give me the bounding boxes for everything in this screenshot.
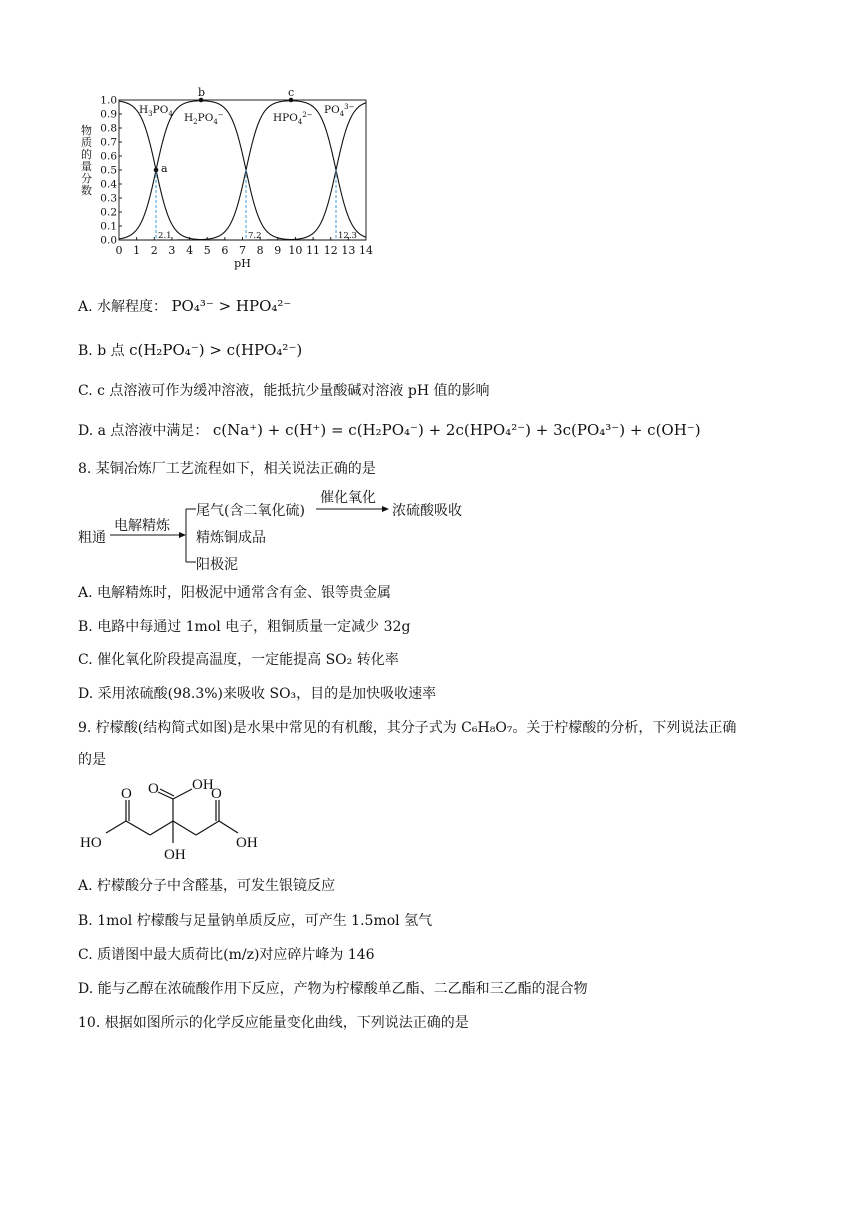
y-axis-label-char: 数	[81, 184, 92, 197]
distribution-chart	[76, 82, 376, 276]
flow-refined-copper: 精炼铜成品	[196, 530, 266, 546]
q8-option-c: C. 催化氧化阶段提高温度，一定能提高 SO₂ 转化率	[78, 652, 399, 668]
y-tick-label: 0.7	[100, 136, 117, 149]
label-h2po4-part: H	[184, 112, 194, 124]
x-tick-label: 13	[341, 244, 356, 257]
x-tick-label: 12	[323, 244, 338, 257]
q7-option-a	[78, 296, 291, 317]
label-po4-part: 4	[339, 110, 345, 118]
pka-label: 12.3	[338, 231, 357, 241]
x-tick-label: 14	[359, 244, 373, 257]
q7-option-b-expr: c(H₂PO₄⁻) > c(HPO₄²⁻)	[129, 341, 303, 359]
y-tick-label: 0.0	[100, 234, 117, 247]
x-tick-label: 4	[186, 244, 194, 257]
q7-option-a-expr: PO₄³⁻ > HPO₄²⁻	[171, 297, 292, 315]
flow-step-electrolysis: 电解精炼	[114, 518, 170, 534]
flow-start: 粗通	[78, 530, 106, 546]
x-tick-label: 9	[274, 244, 282, 257]
q7-option-d-expr: c(Na⁺) + c(H⁺) = c(H₂PO₄⁻) + 2c(HPO₄²⁻) + 3c(PO₄³⁻) + c(OH⁻)	[212, 421, 701, 439]
label-po4-part: PO	[324, 104, 340, 116]
x-axis-label: pH	[234, 257, 251, 270]
label-h3po4-part: PO	[152, 104, 169, 116]
q7-option-a-text: A. 水解程度：	[78, 299, 168, 315]
x-tick-label: 7	[239, 244, 246, 257]
point-label-a: a	[161, 162, 168, 175]
q9-option-c: C. 质谱图中最大质荷比(m/z)对应碎片峰为 146	[78, 947, 375, 963]
q9-option-a: A. 柠檬酸分子中含醛基，可发生银镜反应	[78, 878, 336, 894]
y-axis-label-char: 的	[81, 148, 92, 161]
citric-acid-structure	[78, 775, 278, 870]
x-tick-label: 10	[288, 244, 303, 257]
point-a	[154, 168, 159, 173]
point-label-c: c	[288, 86, 295, 99]
q7-option-d-text: D. a 点溶液中满足：	[78, 423, 209, 439]
citric-acid-svg	[78, 775, 278, 870]
y-tick-label: 1.0	[100, 94, 117, 107]
y-tick-label: 0.1	[100, 220, 117, 233]
x-tick-label: 0	[115, 244, 123, 257]
y-tick-label: 0.6	[100, 150, 117, 163]
y-axis-label-char: 分	[81, 172, 92, 185]
q9-option-b: B. 1mol 柠檬酸与足量钠单质反应，可产生 1.5mol 氢气	[78, 913, 433, 929]
label-h3po4-part: 3	[148, 110, 153, 118]
label-hpo4-part: HPO	[273, 112, 298, 124]
label-h2po4-part: PO	[197, 112, 214, 124]
q9-stem-line2: 的是	[78, 752, 106, 768]
q7-option-b	[78, 340, 302, 361]
label-h2po4	[184, 111, 224, 126]
x-tick-label: 3	[168, 244, 176, 257]
label-hpo4-part: 4	[297, 118, 303, 126]
q7-option-d	[78, 420, 701, 441]
label-h3po4-part: H	[139, 104, 149, 116]
label-h3po4-part: 4	[168, 110, 173, 118]
label-po4-part: 3−	[344, 103, 355, 111]
q7-option-b-text: B. b 点	[78, 343, 125, 359]
x-tick-label: 6	[221, 244, 229, 257]
y-axis-label-char: 量	[81, 160, 92, 173]
pka-label: 7.2	[248, 231, 262, 241]
x-tick-label: 8	[256, 244, 264, 257]
label-h2po4-part: 4	[213, 118, 218, 126]
svg-text:OH: OH	[164, 847, 186, 863]
chart-svg	[76, 82, 376, 276]
pka-label: 2.1	[158, 231, 172, 241]
svg-text:O: O	[211, 786, 222, 802]
x-tick-label: 2	[150, 244, 158, 257]
x-tick-label: 11	[306, 244, 321, 257]
flow-catalytic-oxidation: 催化氧化	[320, 490, 376, 506]
q9-option-d: D. 能与乙醇在浓硫酸作用下反应，产物为柠檬酸单乙酯、二乙酯和三乙酯的混合物	[78, 981, 588, 997]
svg-text:OH: OH	[236, 835, 258, 851]
label-hpo4	[273, 111, 313, 126]
q10-stem: 10. 根据如图所示的化学反应能量变化曲线，下列说法正确的是	[78, 1015, 469, 1031]
svg-text:OH: OH	[192, 777, 214, 793]
flow-absorption: 浓硫酸吸收	[392, 503, 462, 519]
y-tick-label: 0.9	[100, 108, 117, 121]
svg-text:O: O	[148, 781, 159, 797]
q8-option-d: D. 采用浓硫酸(98.3%)来吸收 SO₃，目的是加快吸收速率	[78, 686, 437, 702]
label-h2po4-part: −	[217, 111, 224, 119]
y-axis-label-char: 质	[81, 136, 92, 149]
y-axis-label-char: 物	[81, 124, 92, 137]
x-tick-label: 1	[133, 244, 141, 257]
y-tick-label: 0.4	[100, 178, 117, 191]
flow-anode-mud: 阳极泥	[196, 557, 238, 573]
label-h3po4	[139, 104, 173, 118]
q8-option-a: A. 电解精炼时，阳极泥中通常含有金、银等贵金属	[78, 585, 392, 601]
y-tick-label: 0.2	[100, 206, 117, 219]
label-hpo4-part: 2−	[302, 111, 313, 119]
q8-stem: 8. 某铜冶炼厂工艺流程如下，相关说法正确的是	[78, 461, 376, 477]
y-tick-label: 0.5	[100, 164, 117, 177]
q7-option-c: C. c 点溶液可作为缓冲溶液，能抵抗少量酸碱对溶液 pH 值的影响	[78, 383, 490, 399]
y-tick-label: 0.3	[100, 192, 117, 205]
svg-text:O: O	[121, 786, 132, 802]
y-tick-label: 0.8	[100, 122, 117, 135]
flow-tail-gas: 尾气(含二氧化硫)	[196, 503, 305, 519]
x-tick-label: 5	[203, 244, 211, 257]
q9-stem-line1: 9. 柠檬酸(结构简式如图)是水果中常见的有机酸，其分子式为 C₆H₈O₇。关于柠檬酸的分析，下列说法正确	[78, 720, 737, 736]
label-po4	[324, 103, 355, 118]
point-label-b: b	[198, 86, 206, 99]
process-flow-diagram	[78, 484, 498, 574]
svg-text:HO: HO	[80, 835, 102, 851]
label-h2po4-part: 2	[193, 118, 198, 126]
q8-option-b: B. 电路中每通过 1mol 电子，粗铜质量一定减少 32g	[78, 619, 411, 635]
